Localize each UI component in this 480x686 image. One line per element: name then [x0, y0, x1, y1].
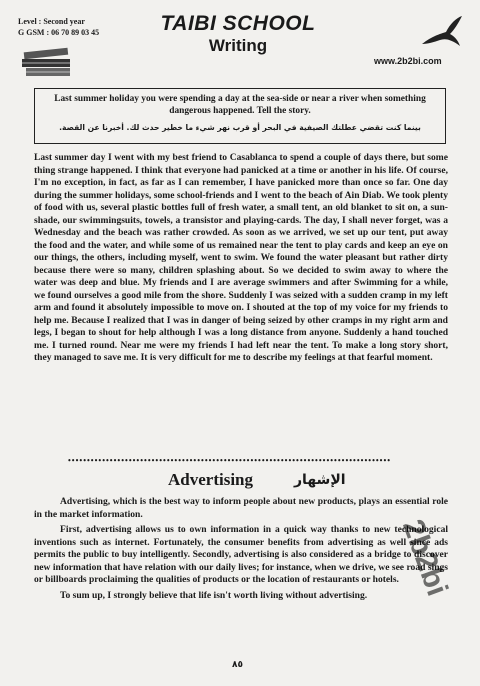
task-box: [34, 88, 446, 144]
advertising-title-arabic: الإشهار: [294, 472, 346, 488]
task-english: Last summer holiday you were spending a day at the sea-side or near a river when something dangerous happened. Tell the story.: [54, 94, 426, 116]
advertising-title: Advertising: [168, 470, 253, 489]
bird-icon: [420, 14, 464, 54]
gsm-text: G GSM : 06 70 89 03 45: [18, 28, 100, 37]
advertising-paragraph: Advertising, which is the best way to inform people about new products, plays an essential role in the market information.: [34, 496, 448, 520]
page-title: Writing: [208, 36, 268, 55]
advertising-paragraph: To sum up, I strongly believe that life isn't worth living without advertising.: [60, 589, 368, 601]
advertising-essay: [34, 496, 448, 605]
worksheet-page: [8, 6, 472, 682]
task-arabic: بينما كنت تقضي عطلتك الصيفية في البحر أو قرب نهر شيء ما خطير حدث لك. أخبرنا عن القصة.: [59, 123, 421, 132]
books-icon: [20, 46, 74, 80]
section-divider: •••••••••••••••••••••••••••••••••••••••••••••••••••••••••••••••••••••••••••••••••••••: [68, 456, 392, 465]
level-text: Level : Second year: [18, 17, 85, 26]
page-number: ٨٥: [232, 660, 243, 670]
watermark-text: 2b2bi: [396, 515, 454, 601]
essay-text: Last summer day I went with my best friend to Casablanca to spend a couple of days there, but some thing strange happened. I think that everyone had panicked at a time or another in his life. Of course, I'm no exception, in fact, as far as I can remember, I have panicked more than once so far. One day during the summer holidays, some school-friends and I went to the beach of Ain Diab. We took plenty of food with us, several plastic bottles full of fresh water, a small tent, an old blanket to sit on, a sun-shade, our swimmingsuits, towels, a transistor and playing-cards. The day, I shall never forget, was a Wednesday and the beach was rather crowded. As soon as we arrived, we set up our tent, put away the food and the water, and while some of us remained near the tent to play cards and keep an eye on our things, the others, including myself, went to swim. We found the water pleasant but rather dirty because there were so many, children splashing about. So we decided to swim away to where the water was deep and blue. My friends and I are average swimmers and after Swimming for a while, we found ourselves a good mile from the shore. Suddenly I was seized with a sudden cramp in my left arm and found it absolutely impossible to move on. I shouted at the top of my voice for my friends to help me. Because I realized that I was in danger of being seized by other cramps in my right arm and legs, I began to shout for help although I was a long distance from anyone. Suddenly a hand touched me. I turned round. Near me were my friends I had left near the tent. To make a long story short, they managed to save me. It is very difficult for me to describe my feelings at that fearful moment.: [34, 152, 448, 363]
school-name: TAIBI SCHOOL: [160, 12, 316, 35]
website-url: www.2b2bi.com: [374, 56, 442, 66]
advertising-paragraph: First, advertising allows us to own information in a quick way thanks to new technological inventions such as internet. Fortunately, the consumer benefits from advertising as well since ads permits the public to buy intelligently. Secondly, advertising is also considered as a bridge to discover new information that have relation with our daily lives; for instance, when we drive, we see road sings or billboards proclaiming the qualities of products or the location of restaurants or hotels.: [34, 524, 448, 585]
header-info: [18, 16, 99, 38]
